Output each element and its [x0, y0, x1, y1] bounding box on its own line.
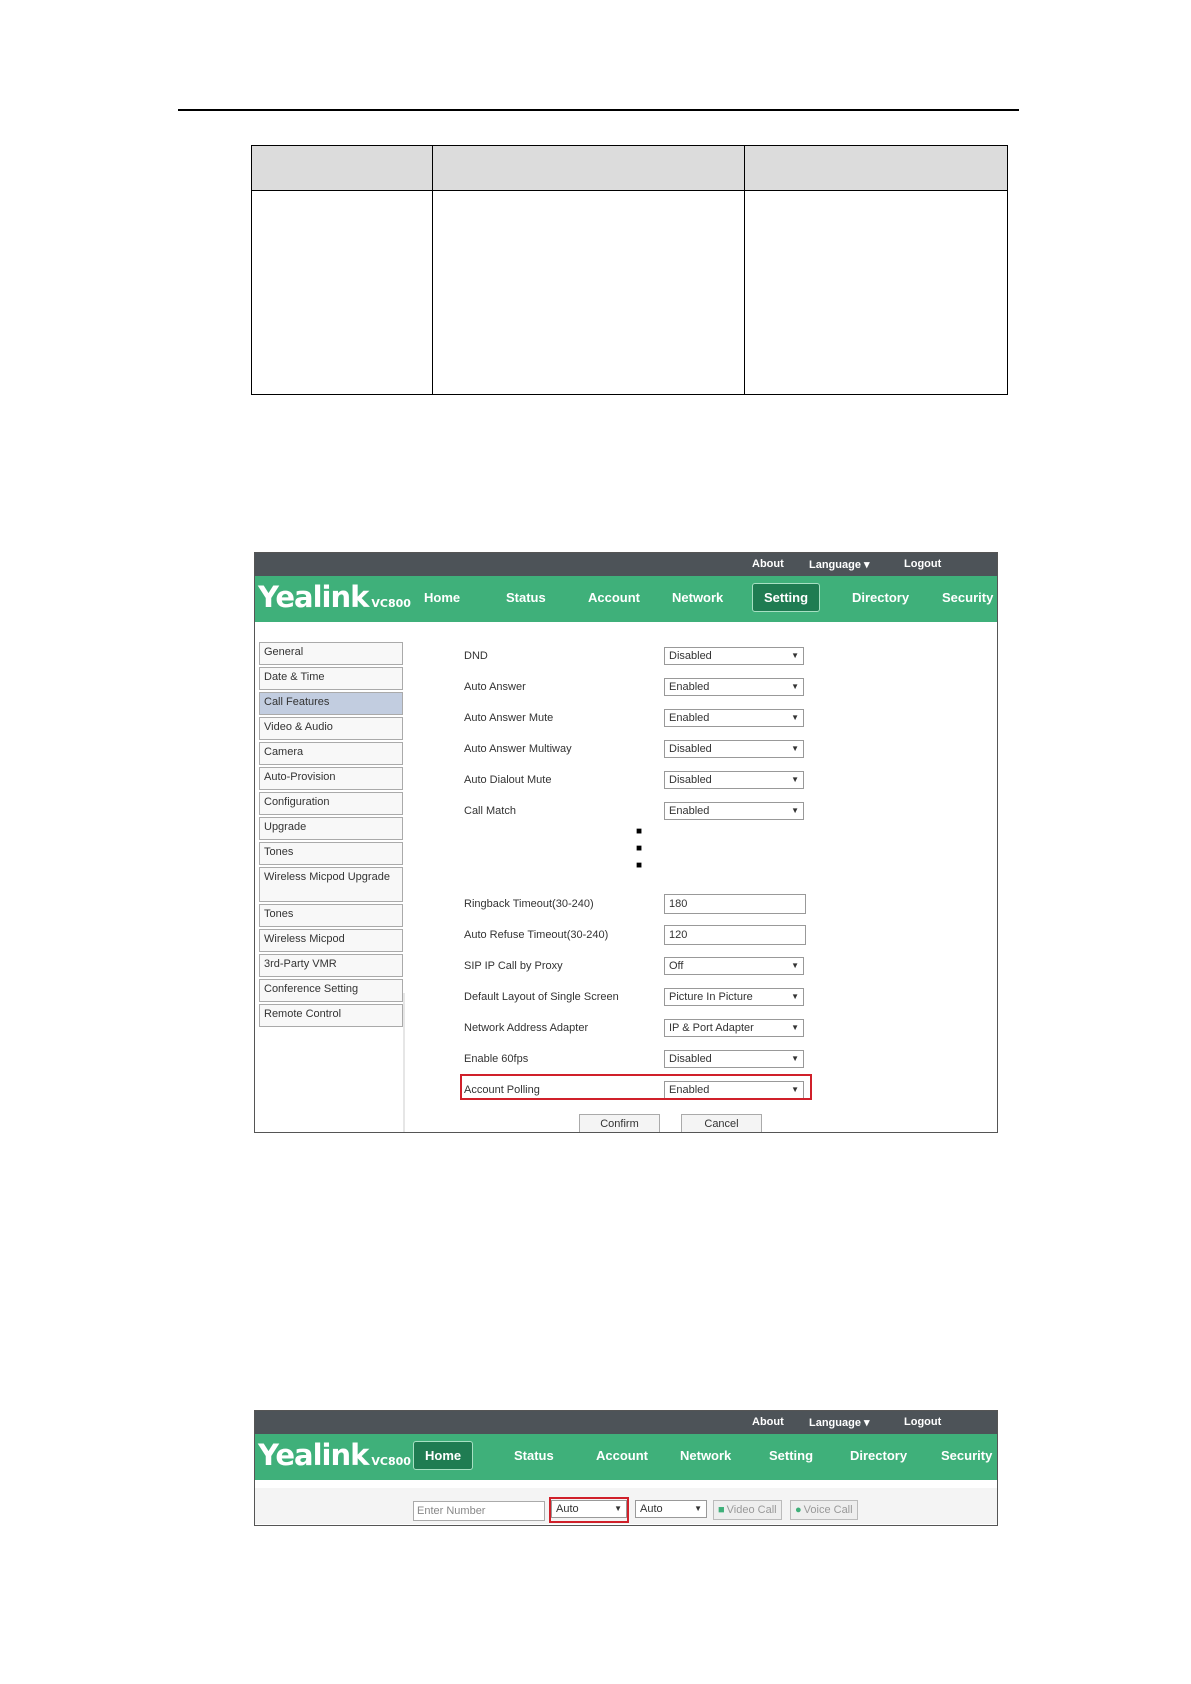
language-menu[interactable]: Language ▾ [809, 1417, 870, 1429]
sidebar-item-tones[interactable]: Tones [259, 842, 403, 865]
sidebar-item-tones-2[interactable]: Tones [259, 904, 403, 927]
main-nav [255, 576, 997, 622]
nav-home[interactable]: Home [424, 590, 461, 605]
call-match-select[interactable]: Enabled ▼ [664, 802, 804, 820]
about-link[interactable]: About [752, 1416, 784, 1428]
field-label: Auto Refuse Timeout(30-240) [464, 929, 609, 941]
sidebar-item-wireless-micpod-upgrade[interactable]: Wireless Micpod Upgrade [259, 867, 403, 902]
default-layout-select[interactable]: Picture In Picture ▼ [664, 988, 804, 1006]
table-header-cell [433, 146, 745, 191]
voice-call-label: Voice Call [803, 1504, 853, 1516]
settings-sidebar [259, 642, 403, 1029]
field-label: Default Layout of Single Screen [464, 991, 619, 1003]
field-label: Auto Dialout Mute [464, 774, 552, 786]
table-cell [252, 191, 433, 395]
about-link[interactable]: About [752, 558, 784, 570]
field-row [464, 1019, 794, 1039]
nav-account[interactable]: Account [588, 590, 640, 605]
ellipsis-dots: ■ ■ ■ [636, 826, 643, 871]
sidebar-divider [403, 993, 405, 1133]
call-type-select[interactable]: Auto ▼ [635, 1500, 707, 1518]
nav-setting[interactable]: Setting [752, 583, 820, 612]
field-label: Auto Answer [464, 681, 526, 693]
yealink-logo: Yealink VC800 [258, 1438, 411, 1472]
sidebar-item-date-time[interactable]: Date & Time [259, 667, 403, 690]
sidebar-item-configuration[interactable]: Configuration [259, 792, 403, 815]
auto-answer-multiway-select[interactable]: Disabled ▼ [664, 740, 804, 758]
call-features-screenshot [254, 552, 998, 1133]
video-camera-icon: ■ [718, 1504, 725, 1516]
auto-answer-mute-select[interactable]: Enabled ▼ [664, 709, 804, 727]
video-call-button[interactable] [713, 1500, 782, 1520]
field-label: Network Address Adapter [464, 1022, 589, 1034]
sidebar-item-general[interactable]: General [259, 642, 403, 665]
table-header-row [252, 146, 1008, 191]
cancel-button[interactable]: Cancel [681, 1114, 762, 1133]
nav-directory[interactable]: Directory [850, 1448, 908, 1463]
logout-link[interactable]: Logout [904, 558, 942, 570]
field-row [464, 1050, 794, 1070]
sidebar-item-camera[interactable]: Camera [259, 742, 403, 765]
top-bar [255, 553, 997, 576]
enter-number-input[interactable]: Enter Number [413, 1501, 545, 1521]
field-label: Call Match [464, 805, 516, 817]
voice-call-button[interactable] [790, 1500, 858, 1520]
yealink-logo: Yealink VC800 [258, 580, 411, 614]
microphone-icon: ● [795, 1504, 802, 1516]
nav-status[interactable]: Status [514, 1448, 554, 1463]
field-label: Auto Answer Mute [464, 712, 554, 724]
sidebar-item-conference-setting[interactable]: Conference Setting [259, 979, 403, 1002]
account-polling-select[interactable]: Enabled ▼ [664, 1081, 804, 1099]
auto-answer-select[interactable]: Enabled ▼ [664, 678, 804, 696]
sidebar-item-3rd-party-vmr[interactable]: 3rd-Party VMR [259, 954, 403, 977]
main-nav [255, 1434, 997, 1480]
field-label: Auto Answer Multiway [464, 743, 572, 755]
field-row [464, 802, 794, 822]
video-call-label: Video Call [726, 1504, 777, 1516]
ringback-timeout-input[interactable]: 180 [664, 894, 806, 914]
dnd-select[interactable]: Disabled ▼ [664, 647, 804, 665]
field-label: Ringback Timeout(30-240) [464, 898, 594, 910]
table-cell [745, 191, 1008, 395]
auto-dialout-mute-select[interactable]: Disabled ▼ [664, 771, 804, 789]
nav-home[interactable]: Home [413, 1441, 473, 1470]
field-row [464, 926, 794, 946]
field-row [464, 740, 794, 760]
nav-security[interactable]: Security [942, 590, 994, 605]
confirm-button[interactable]: Confirm [579, 1114, 660, 1133]
enable-60fps-select[interactable]: Disabled ▼ [664, 1050, 804, 1068]
auto-refuse-timeout-input[interactable]: 120 [664, 925, 806, 945]
account-select-highlight [549, 1497, 629, 1523]
nav-network[interactable]: Network [672, 590, 724, 605]
table-header-cell [745, 146, 1008, 191]
language-menu[interactable]: Language ▾ [809, 559, 870, 571]
field-row [464, 678, 794, 698]
account-select[interactable]: Auto ▼ [551, 1500, 627, 1518]
nav-account[interactable]: Account [596, 1448, 648, 1463]
nav-security[interactable]: Security [941, 1448, 993, 1463]
nav-setting[interactable]: Setting [769, 1448, 814, 1463]
account-polling-highlight [460, 1074, 812, 1100]
logout-link[interactable]: Logout [904, 1416, 942, 1428]
sidebar-item-wireless-micpod[interactable]: Wireless Micpod [259, 929, 403, 952]
table-header-cell [252, 146, 433, 191]
field-row [464, 895, 794, 915]
page-header-rule [178, 109, 1019, 111]
sidebar-item-upgrade[interactable]: Upgrade [259, 817, 403, 840]
parameter-table [251, 145, 1008, 395]
sidebar-item-video-audio[interactable]: Video & Audio [259, 717, 403, 740]
sidebar-item-remote-control[interactable]: Remote Control [259, 1004, 403, 1027]
field-row [464, 957, 794, 977]
nav-status[interactable]: Status [506, 590, 546, 605]
field-row [464, 709, 794, 729]
network-address-adapter-select[interactable]: IP & Port Adapter ▼ [664, 1019, 804, 1037]
field-row [464, 988, 794, 1008]
table-row [252, 191, 1008, 395]
sip-ip-call-proxy-select[interactable]: Off ▼ [664, 957, 804, 975]
top-bar [255, 1411, 997, 1434]
sidebar-item-auto-provision[interactable]: Auto-Provision [259, 767, 403, 790]
sidebar-item-call-features[interactable]: Call Features [259, 692, 403, 715]
field-label: Enable 60fps [464, 1053, 529, 1065]
home-call-screenshot [254, 1410, 998, 1526]
nav-network[interactable]: Network [680, 1448, 732, 1463]
table-cell [433, 191, 745, 395]
field-row [464, 771, 794, 791]
field-label: Account Polling [464, 1084, 540, 1096]
field-row [464, 647, 794, 667]
field-label: DND [464, 650, 488, 662]
nav-directory[interactable]: Directory [852, 590, 910, 605]
field-label: SIP IP Call by Proxy [464, 960, 563, 972]
